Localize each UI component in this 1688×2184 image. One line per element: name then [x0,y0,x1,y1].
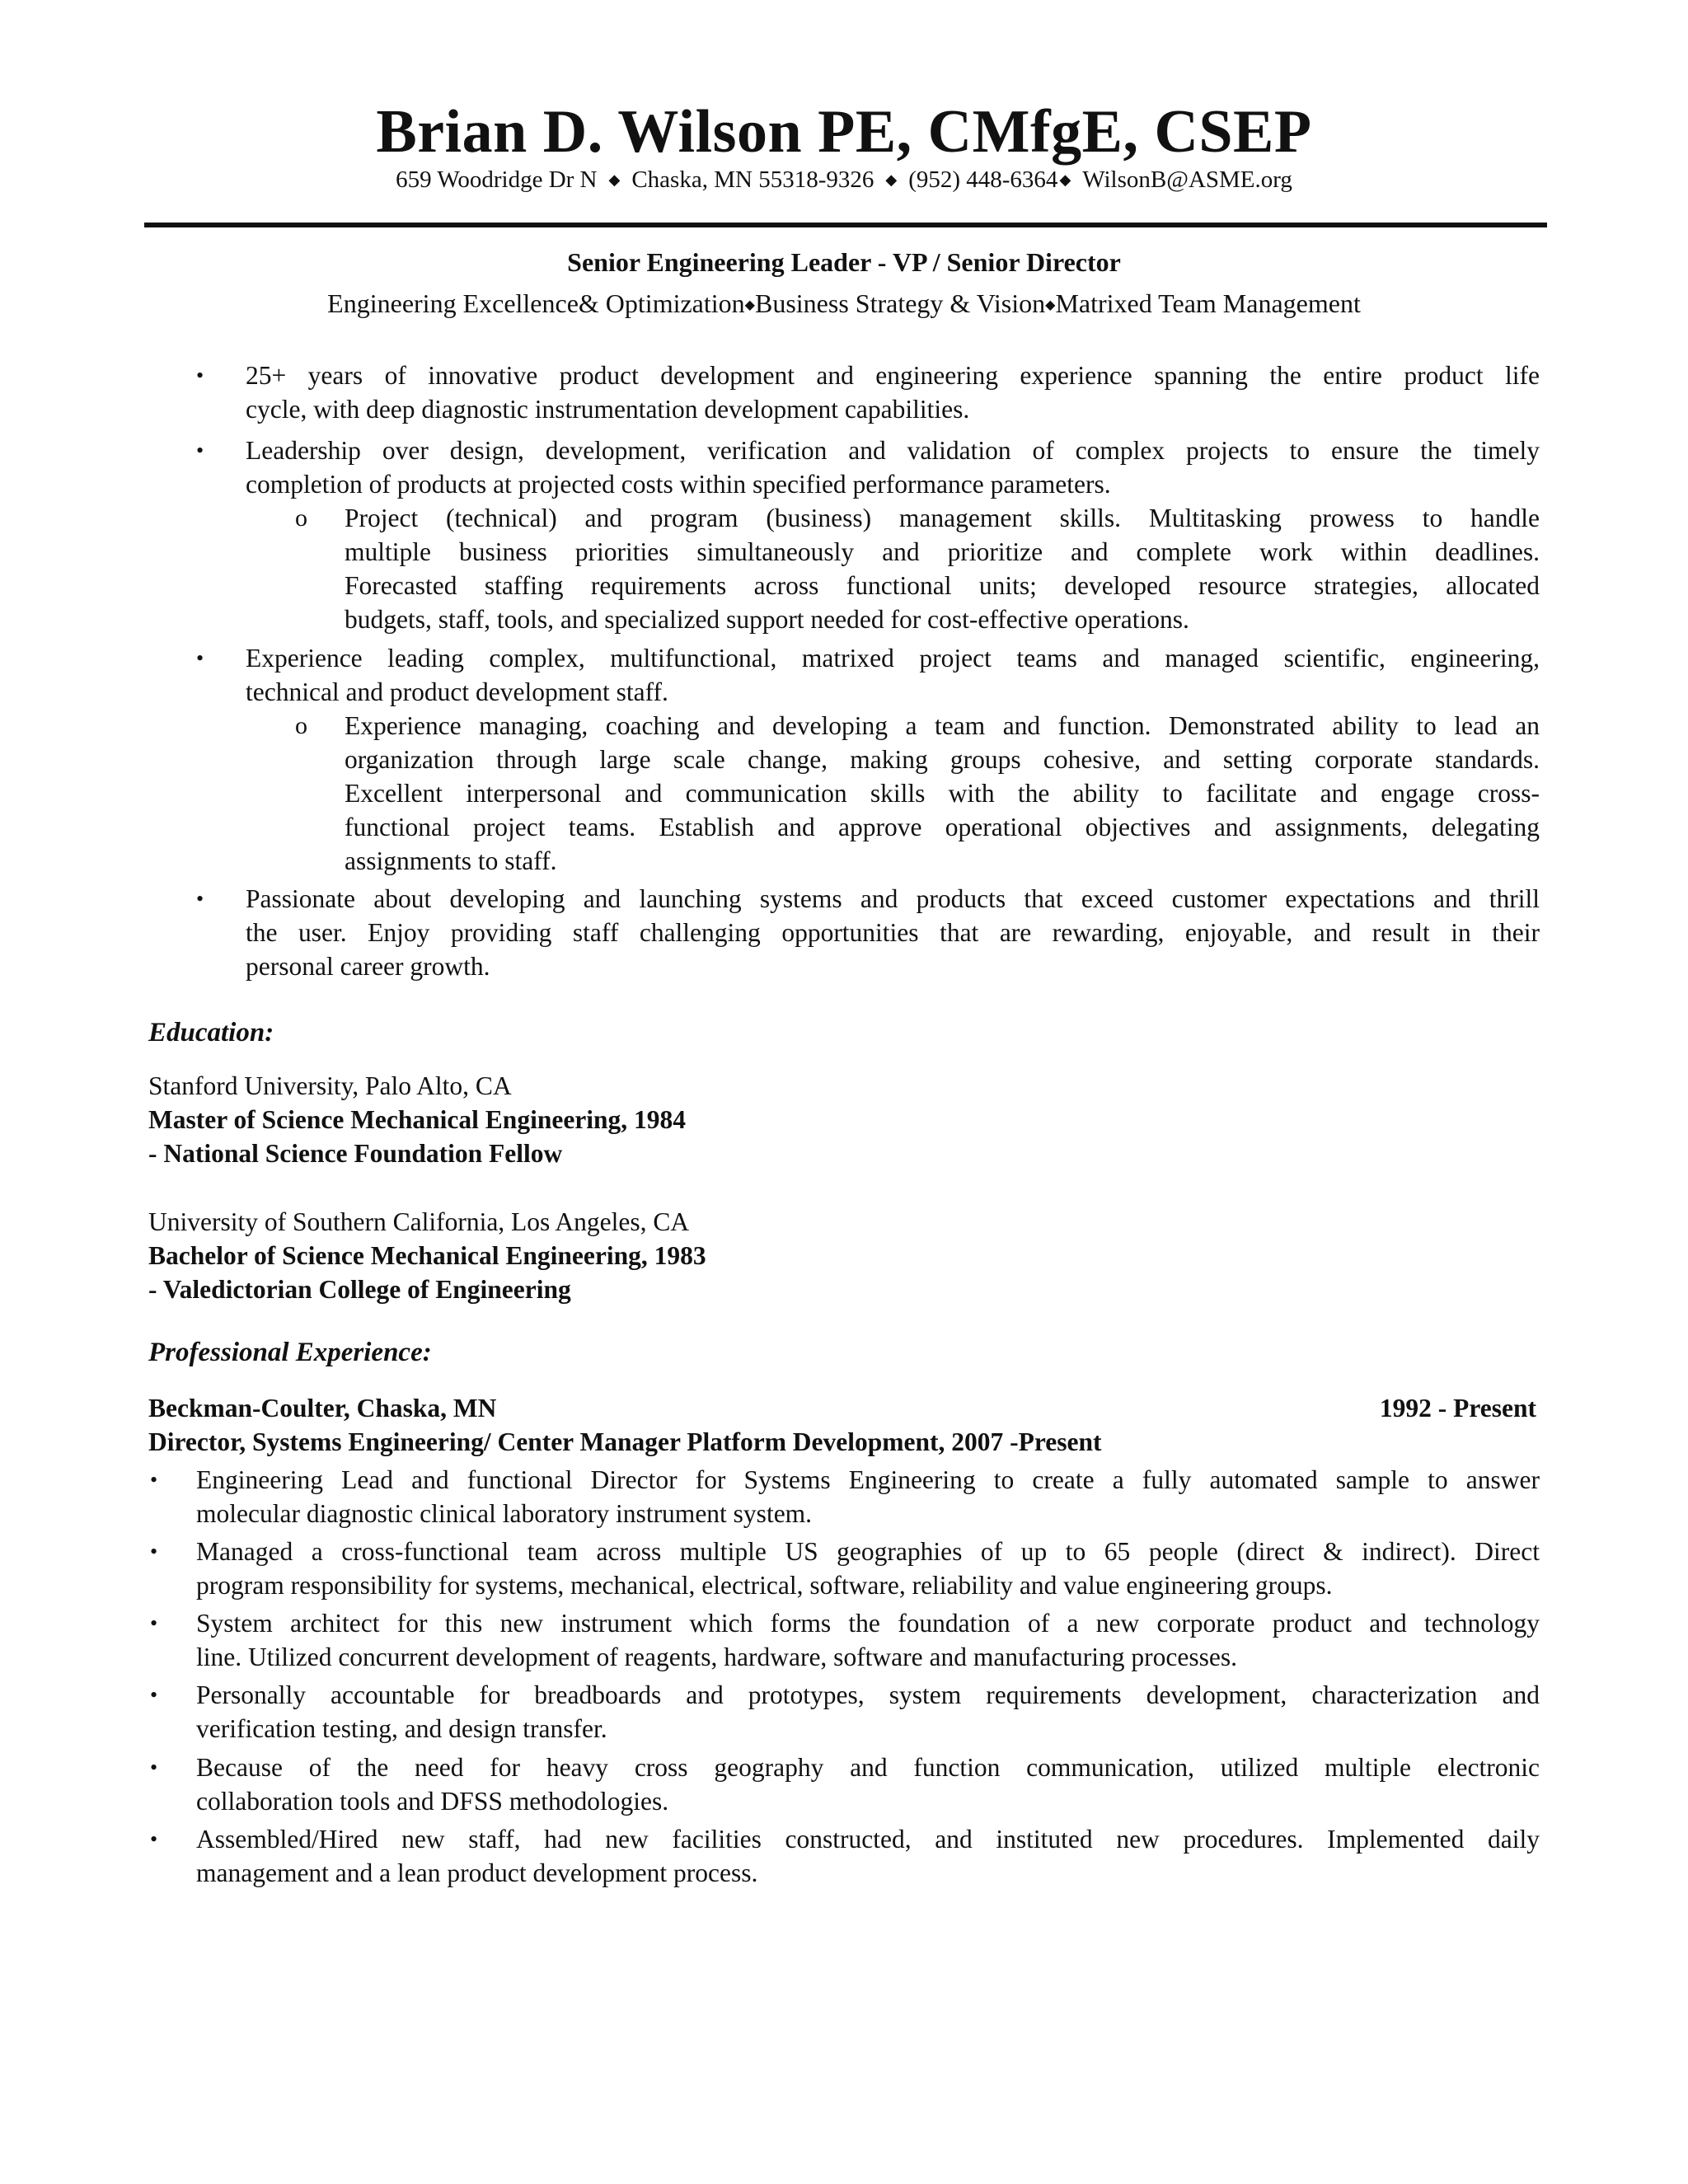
experience-bullet-4-line-2: verification testing, and design transfer. [196,1714,607,1743]
separator-diamond-icon: ◆ [744,298,755,312]
summary-bullet-2-line-1: Leadership over design, development, verification and validation of complex projects to ensure the timely [246,436,1540,465]
summary-sub-3-line-2: organization through large scale change, making groups cohesive, and setting corporate standards. [345,745,1540,774]
summary-sub-2-line-1: Project (technical) and program (business) management skills. Multitasking prowess to handle [345,504,1540,532]
phone-number: (952) 448-6364 [908,166,1058,193]
company-name: Beckman-Coulter, Chaska, MN [148,1394,497,1422]
separator-diamond-icon: ◆ [885,171,898,188]
summary-bullet-4-line-1: Passionate about developing and launching systems and products that exceed customer expectations and thrill [246,884,1540,913]
experience-bullet-1-line-2: molecular diagnostic clinical laboratory instrument system. [196,1499,813,1528]
summary-sub-3-line-1: Experience managing, coaching and developing a team and function. Demonstrated ability to lead an [345,711,1540,740]
tagline [0,287,1688,326]
summary-bullet-3-line-1: Experience leading complex, multifunctional, matrixed project teams and managed scientific, engineering, [246,644,1540,673]
tagline-part-1: Engineering Excellence& Optimization [327,288,745,318]
bullet-icon: • [150,1540,158,1563]
experience-bullet-5-line-1: Because of the need for heavy cross geography and function communication, utilized multiple electronic [196,1753,1540,1782]
experience-bullet-5-line-2: collaboration tools and DFSS methodologies. [196,1787,669,1816]
experience-bullet-2-line-1: Managed a cross-functional team across multiple US geographies of up to 65 people (direct & indirect). Direct [196,1537,1540,1566]
bullet-icon: • [196,363,204,387]
experience-heading: Professional Experience: [148,1338,432,1367]
email-address[interactable]: WilsonB@ASME.org [1082,166,1292,193]
honor: - Valedictorian College of Engineering [148,1275,571,1304]
summary-bullet-1-line-1: 25+ years of innovative product development and engineering experience spanning the entire product life [246,361,1540,390]
separator-diamond-icon: ◆ [608,171,621,188]
summary-bullet-3-line-2: technical and product development staff. [246,677,668,706]
summary-bullet-1-line-2: cycle, with deep diagnostic instrumentation development capabilities. [246,395,970,424]
school-name: Stanford University, Palo Alto, CA [148,1071,512,1100]
summary-bullet-2-line-2: completion of products at projected costs within specified performance parameters. [246,470,1111,499]
address: 659 Woodridge Dr N [396,166,598,193]
city-state-zip: Chaska, MN 55318-9326 [631,166,874,193]
summary-bullet-4-line-2: the user. Enjoy providing staff challenging opportunities that are rewarding, enjoyable, and result in their [246,918,1540,947]
separator-diamond-icon: ◆ [1059,171,1071,188]
summary-sub-2-line-4: budgets, staff, tools, and specialized support needed for cost-effective operations. [345,605,1189,634]
school-name: University of Southern California, Los Angeles, CA [148,1207,690,1236]
employment-dates: 1992 - Present [1379,1394,1536,1422]
experience-bullet-3-line-1: System architect for this new instrument which forms the foundation of a new corporate product and technology [196,1609,1540,1638]
bullet-icon: • [150,1755,158,1779]
sub-bullet-icon: o [295,504,307,532]
education-heading: Education: [148,1018,274,1047]
summary-sub-3-line-3: Excellent interpersonal and communication skills with the ability to facilitate and engage cross- [345,779,1540,808]
experience-bullet-3-line-2: line. Utilized concurrent development of reagents, hardware, software and manufacturing processes. [196,1643,1237,1671]
experience-bullet-2-line-2: program responsibility for systems, mechanical, electrical, software, reliability and value engineering groups. [196,1571,1333,1600]
bullet-icon: • [150,1611,158,1635]
experience-bullet-6-line-2: management and a lean product development process. [196,1858,758,1887]
summary-sub-2-line-3: Forecasted staffing requirements across functional units; developed resource strategies, allocated [345,571,1540,600]
summary-sub-2-line-2: multiple business priorities simultaneously and prioritize and complete work within deadlines. [345,537,1540,566]
bullet-icon: • [150,1827,158,1851]
bullet-icon: • [150,1468,158,1492]
job-title: Director, Systems Engineering/ Center Manager Platform Development, 2007 -Present [148,1427,1102,1456]
experience-bullet-6-line-1: Assembled/Hired new staff, had new facilities constructed, and instituted new procedures. Implemented daily [196,1825,1540,1854]
bullet-icon: • [150,1683,158,1707]
tagline-part-2: Business Strategy & Vision [754,288,1046,318]
contact-line [0,165,1688,197]
tagline-part-3: Matrixed Team Management [1055,288,1361,318]
bullet-icon: • [196,646,204,670]
degree: Master of Science Mechanical Engineering, 1984 [148,1105,687,1134]
sub-bullet-icon: o [295,712,307,739]
experience-bullet-4-line-1: Personally accountable for breadboards and prototypes, system requirements development, characterization and [196,1680,1540,1709]
summary-sub-3-line-4: functional project teams. Establish and approve operational objectives and assignments, delegating [345,813,1540,841]
bullet-icon: • [196,438,204,462]
summary-sub-3-line-5: assignments to staff. [345,846,557,875]
candidate-name: Brian D. Wilson PE, CMfgE, CSEP [376,98,1312,166]
honor: - National Science Foundation Fellow [148,1139,563,1168]
separator-diamond-icon: ◆ [1045,298,1056,312]
summary-bullet-4-line-3: personal career growth. [246,952,490,981]
header-divider [144,223,1547,227]
bullet-icon: • [196,887,204,911]
professional-headline: Senior Engineering Leader - VP / Senior Director [567,247,1121,277]
experience-bullet-1-line-1: Engineering Lead and functional Director for Systems Engineering to create a fully automated sample to answer [196,1465,1540,1494]
degree: Bachelor of Science Mechanical Engineering, 1983 [148,1241,706,1270]
